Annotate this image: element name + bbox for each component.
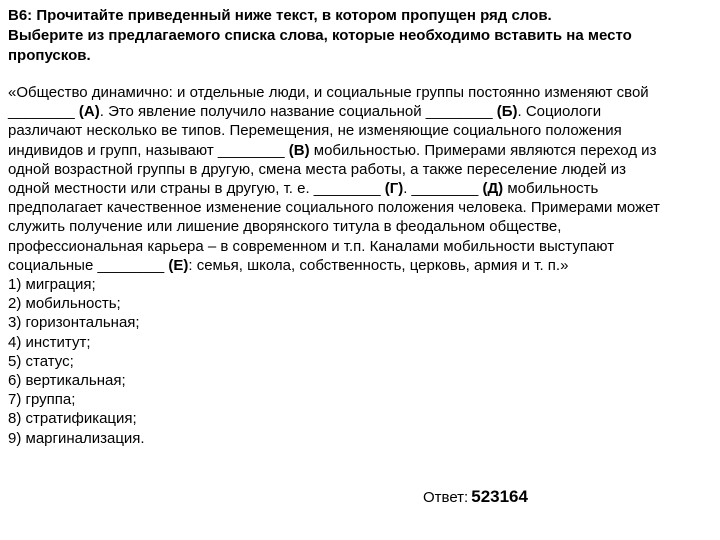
passage-line (8, 141, 713, 160)
option-item: 1) миграция; (8, 276, 96, 294)
passage-fragment: одной местности или страны в другую, т. е. ________ (8, 180, 385, 198)
task-heading (8, 6, 708, 66)
answer-value: 523164 (471, 487, 528, 506)
passage-fragment: мобильностью. Примерами являются переход из (309, 141, 657, 159)
gap-marker: (Д) (482, 180, 504, 198)
passage-fragment: . Это явление получило название социальной ________ (99, 103, 497, 121)
heading-line: пропусков. (8, 47, 91, 64)
passage-line (8, 83, 713, 102)
passage-fragment: социальные ________ (8, 256, 169, 274)
option-item: 8) стратификация; (8, 410, 137, 428)
option-item: 9) маргинализация. (8, 429, 145, 447)
option-item: 4) институт; (8, 333, 91, 351)
passage-text (8, 83, 713, 275)
task-body (8, 83, 713, 448)
answer (423, 487, 528, 507)
gap-marker: (В) (288, 141, 310, 159)
passage-line (8, 179, 713, 198)
gap-marker: (Е) (168, 256, 189, 274)
passage-fragment: мобильность (503, 180, 599, 198)
passage-fragment: индивидов и групп, называют ________ (8, 141, 289, 159)
passage-line (8, 217, 713, 236)
passage-fragment: : семья, школа, собственность, церковь, армия и т. п.» (188, 256, 569, 274)
option-item: 7) группа; (8, 391, 76, 409)
answer-label: Ответ: (423, 489, 469, 506)
passage-line (8, 102, 713, 121)
heading-line: Выберите из предлагаемого списка слова, которые необходимо вставить на место (8, 27, 632, 44)
passage-fragment: . ________ (403, 180, 483, 198)
passage-fragment: профессиональная карьера – в современном и т.п. Каналами мобильности выступают (8, 237, 615, 255)
passage-line (8, 160, 713, 179)
passage-fragment: ________ (8, 103, 79, 121)
passage-line (8, 237, 713, 256)
passage-line (8, 256, 713, 275)
passage-line (8, 198, 713, 217)
heading-line: В6: Прочитайте приведенный ниже текст, в котором пропущен ряд слов. (8, 7, 552, 24)
passage-fragment: служить получение или лишение дворянского титула в феодальном обществе, (8, 218, 562, 236)
gap-marker: (Б) (496, 103, 518, 121)
passage-fragment: различают несколько ве типов. Перемещения, не изменяющие социального положения (8, 122, 622, 140)
passage-fragment: «Общество динамично: и отдельные люди, и социальные группы постоянно изменяют свой (8, 84, 649, 101)
passage-fragment: . Социологи (517, 103, 602, 121)
gap-marker: (А) (78, 103, 100, 121)
passage-fragment: предполагает качественное изменение социального положения человека. Примерами может (8, 199, 660, 217)
option-item: 5) статус; (8, 352, 74, 370)
gap-marker: (Г) (384, 180, 404, 198)
option-item: 3) горизонтальная; (8, 314, 140, 332)
passage-fragment: одной возрастной группы в другую, смена места работы, а также переселение людей из (8, 160, 627, 178)
option-item: 2) мобильность; (8, 295, 121, 313)
options-list (8, 275, 713, 448)
passage-line (8, 121, 713, 140)
option-item: 6) вертикальная; (8, 372, 126, 390)
